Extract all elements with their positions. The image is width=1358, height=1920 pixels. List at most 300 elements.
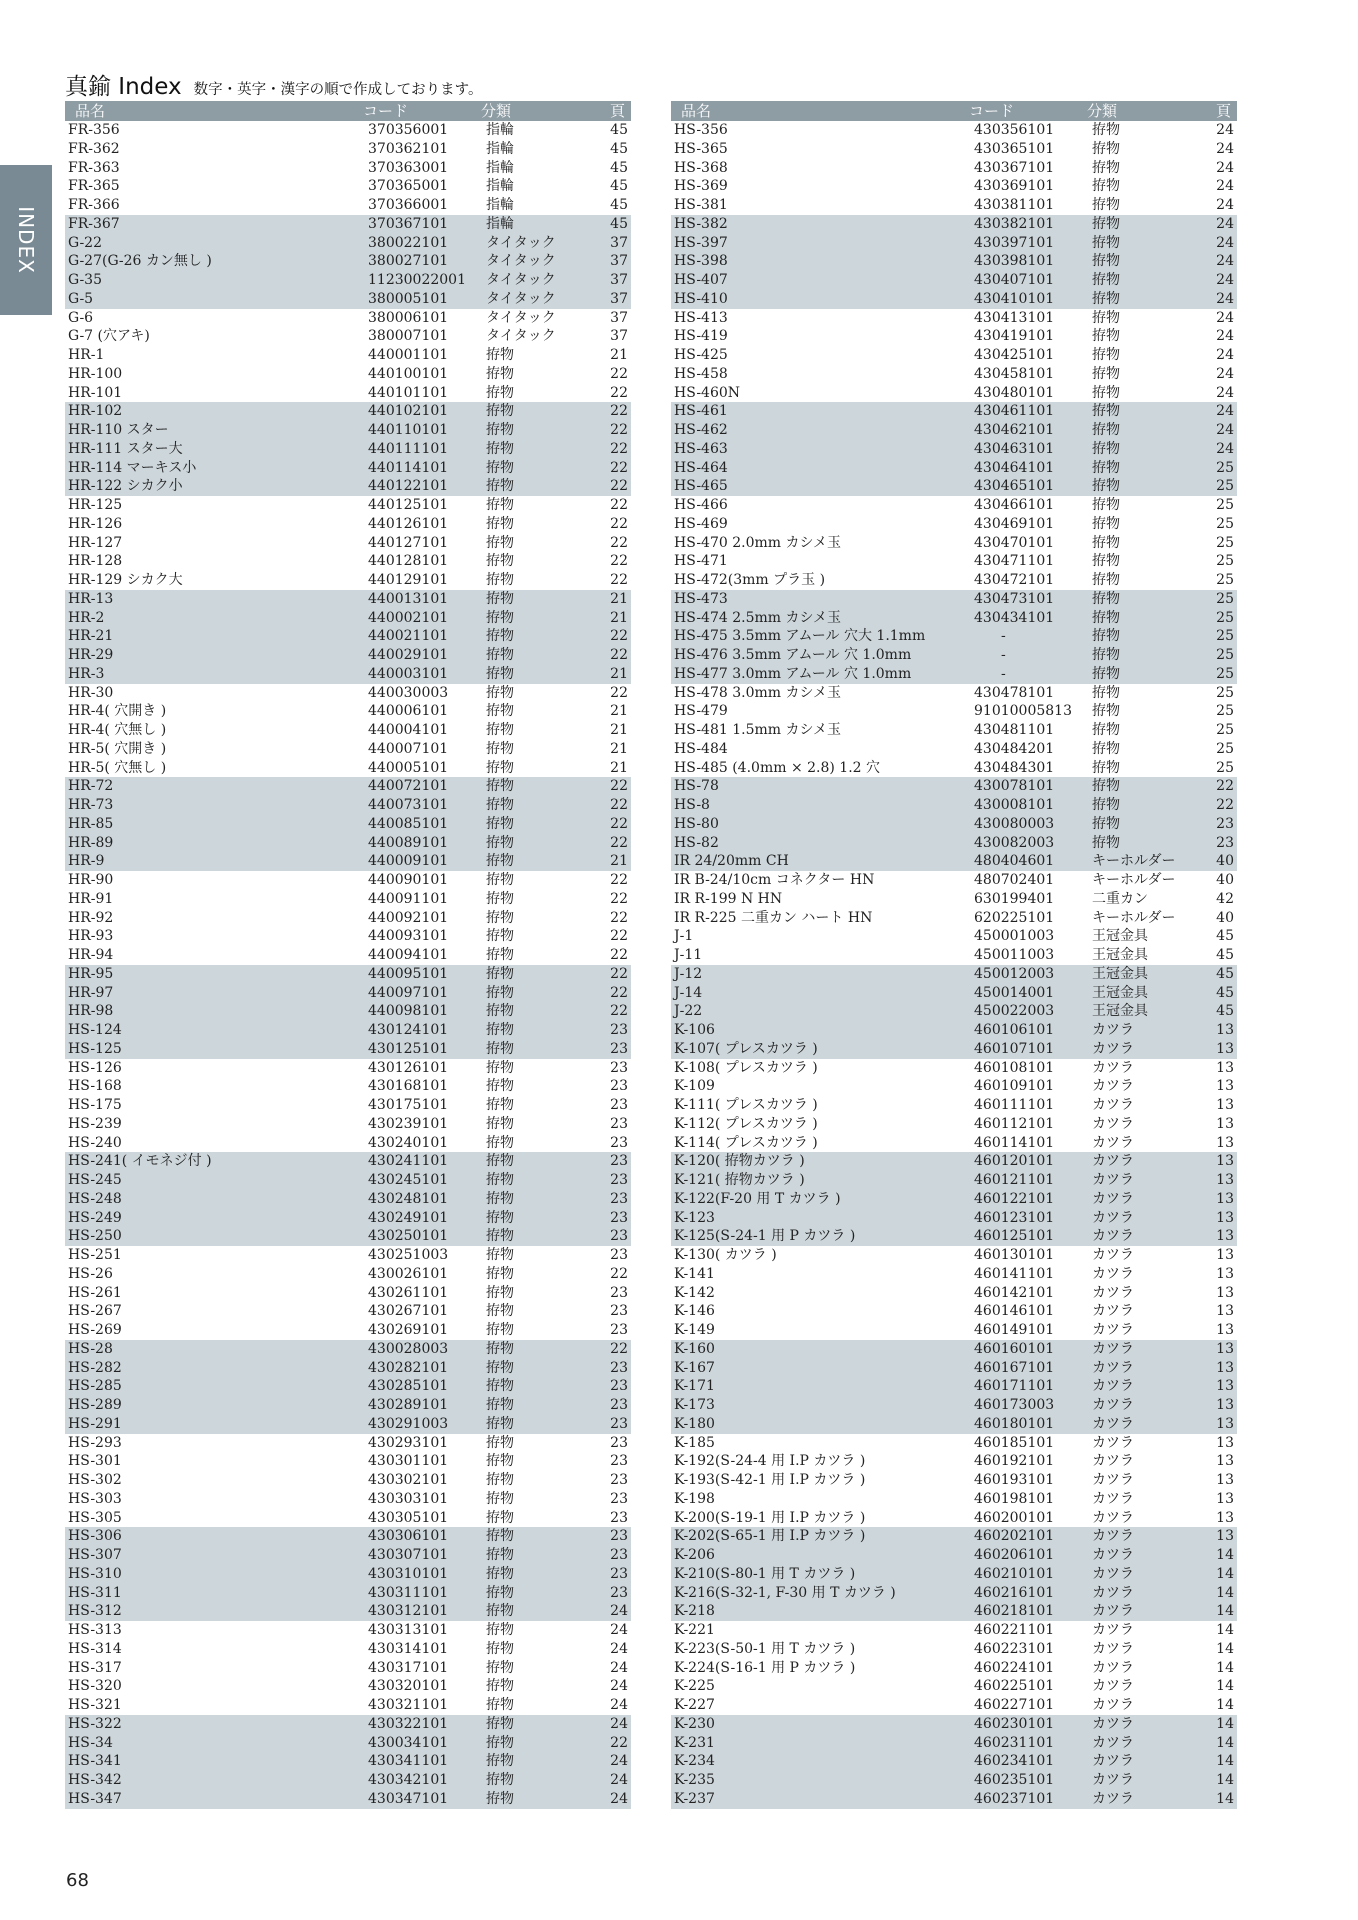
table-row (65, 1471, 631, 1490)
table-row (65, 702, 631, 721)
item-code: 430462101 (974, 422, 1055, 438)
item-name: HR-4( 穴開き ) (68, 703, 167, 720)
item-code: 430473101 (974, 590, 1055, 607)
item-name: FR-365 (68, 178, 120, 195)
item-code: 440085101 (368, 815, 449, 832)
item-name: K-171 (674, 1378, 715, 1395)
table-row (671, 1340, 1237, 1359)
item-category: 拵物 (1092, 778, 1120, 795)
item-page: 24 (610, 1603, 628, 1620)
item-category: 拵物 (486, 665, 514, 682)
item-name: HS-458 (674, 365, 728, 382)
item-page: 24 (1216, 122, 1234, 138)
item-code: 430303101 (368, 1490, 449, 1507)
item-code: 430293101 (368, 1434, 449, 1451)
item-name: K-112( プレスカツラ ) (674, 1115, 818, 1132)
item-code: 440094101 (368, 947, 449, 963)
item-name: K-225 (674, 1678, 715, 1695)
item-name: HS-397 (674, 234, 728, 251)
item-category: 拵物 (486, 928, 514, 945)
table-row (671, 834, 1237, 853)
item-code: 460230101 (974, 1715, 1055, 1732)
item-name: HR-114 マーキス小 (68, 459, 197, 476)
item-page: 22 (610, 1265, 628, 1282)
table-row (65, 796, 631, 815)
item-page: 22 (1216, 778, 1234, 795)
table-row (671, 1715, 1237, 1734)
item-category: 拵物 (486, 1040, 514, 1057)
item-code: 380005101 (368, 290, 449, 307)
item-name: HR-111 スター大 (68, 440, 183, 457)
item-code: 460198101 (974, 1490, 1055, 1507)
table-row (671, 1152, 1237, 1171)
item-name: HR-5( 穴無し ) (68, 759, 167, 776)
table-row (65, 1640, 631, 1659)
item-name: HR-93 (68, 928, 114, 945)
table-row (65, 946, 631, 965)
item-page: 22 (610, 947, 628, 963)
item-page: 13 (1216, 1115, 1234, 1132)
item-code: 430367101 (974, 159, 1055, 176)
item-name: HR-21 (68, 628, 114, 645)
item-page: 45 (1216, 947, 1234, 963)
header-category: 分類 (481, 102, 512, 120)
item-category: 拵物 (1092, 572, 1120, 588)
header-code: コード (969, 102, 1015, 120)
table-row (65, 327, 631, 346)
item-code: 440100101 (368, 365, 449, 382)
item-name: K-218 (674, 1603, 715, 1620)
table-row (671, 1321, 1237, 1340)
item-code: 440126101 (368, 515, 449, 532)
item-category: 拵物 (1092, 478, 1120, 495)
table-row (65, 1359, 631, 1378)
item-page: 37 (610, 309, 628, 326)
table-row (65, 1040, 631, 1059)
item-category: カツラ (1092, 1753, 1134, 1770)
item-category: 拵物 (486, 1622, 514, 1638)
item-code: - (1001, 665, 1006, 682)
item-category: 拵物 (1092, 684, 1120, 701)
item-category: カツラ (1092, 1453, 1134, 1470)
item-category: 拵物 (1092, 759, 1120, 776)
item-category: 拵物 (486, 1790, 514, 1807)
item-name: HS-124 (68, 1022, 122, 1038)
item-page: 25 (1216, 628, 1234, 645)
item-page: 24 (1216, 384, 1234, 401)
item-page: 22 (610, 778, 628, 795)
item-code: 440110101 (368, 422, 449, 438)
table-row (671, 1696, 1237, 1715)
item-category: 拵物 (486, 1772, 514, 1788)
item-category: 王冠金具 (1092, 947, 1148, 963)
item-category: 拵物 (486, 1453, 514, 1470)
table-row (671, 1734, 1237, 1753)
item-page: 22 (610, 515, 628, 532)
item-category: 拵物 (486, 1415, 514, 1432)
table-row (65, 1584, 631, 1603)
item-name: HS-464 (674, 459, 728, 476)
item-name: HS-245 (68, 1172, 122, 1188)
item-name: HS-168 (68, 1078, 122, 1095)
item-category: 拵物 (486, 1378, 514, 1395)
item-name: HS-248 (68, 1190, 122, 1207)
item-name: HS-303 (68, 1490, 122, 1507)
item-name: HS-322 (68, 1715, 122, 1732)
table-row (671, 1471, 1237, 1490)
item-category: 拵物 (486, 590, 514, 607)
item-category: カツラ (1092, 1415, 1134, 1432)
item-code: 440091101 (368, 890, 449, 907)
item-code: 370365001 (368, 178, 449, 195)
item-category: 拵物 (486, 1022, 514, 1038)
item-code: 380027101 (368, 253, 449, 270)
item-name: HS-382 (674, 215, 728, 232)
table-row (671, 1452, 1237, 1471)
item-category: 拵物 (486, 1172, 514, 1188)
item-code: 430241101 (368, 1153, 449, 1170)
item-name: HS-26 (68, 1265, 113, 1282)
item-page: 23 (610, 1247, 628, 1263)
item-category: 拵物 (486, 890, 514, 907)
table-row (671, 196, 1237, 215)
table-row (671, 1584, 1237, 1603)
item-name: HR-85 (68, 815, 114, 832)
table-row (65, 140, 631, 159)
table-row (671, 740, 1237, 759)
item-name: K-130( カツラ ) (674, 1247, 777, 1263)
item-name: FR-362 (68, 140, 120, 157)
item-category: カツラ (1092, 1115, 1134, 1132)
index-side-tab (0, 165, 52, 315)
item-page: 23 (610, 1228, 628, 1245)
item-category: 拵物 (486, 1715, 514, 1732)
item-name: K-123 (674, 1209, 715, 1226)
table-row (65, 1321, 631, 1340)
item-code: - (1001, 628, 1006, 645)
item-name: HS-261 (68, 1284, 122, 1301)
table-row (65, 1659, 631, 1678)
item-name: HS-125 (68, 1040, 122, 1057)
item-category: 拵物 (486, 1265, 514, 1282)
table-row (65, 402, 631, 421)
item-page: 24 (1216, 253, 1234, 270)
item-category: カツラ (1092, 1247, 1134, 1263)
item-code: 370366001 (368, 197, 449, 213)
table-row (671, 590, 1237, 609)
item-name: K-149 (674, 1322, 715, 1338)
item-category: 拵物 (1092, 553, 1120, 570)
table-row (671, 477, 1237, 496)
item-page: 23 (610, 1397, 628, 1413)
table-row (671, 777, 1237, 796)
item-code: 430478101 (974, 684, 1055, 701)
item-category: 拵物 (1092, 703, 1120, 720)
table-row (671, 365, 1237, 384)
item-page: 22 (610, 478, 628, 495)
item-name: HS-484 (674, 740, 728, 757)
table-row (65, 1340, 631, 1359)
item-code: 440092101 (368, 909, 449, 926)
item-page: 21 (610, 759, 628, 776)
table-row (65, 346, 631, 365)
item-category: カツラ (1092, 1303, 1134, 1320)
item-code: 450022003 (974, 1003, 1055, 1020)
item-page: 14 (1216, 1678, 1234, 1695)
table-row (65, 1621, 631, 1640)
item-page: 45 (610, 122, 628, 138)
item-name: HS-78 (674, 778, 719, 795)
item-page: 22 (610, 890, 628, 907)
item-code: 430240101 (368, 1134, 449, 1151)
item-page: 37 (610, 290, 628, 307)
item-code: 430484301 (974, 759, 1055, 776)
item-category: 拵物 (1092, 140, 1120, 157)
item-page: 24 (610, 1753, 628, 1770)
item-page: 24 (1216, 234, 1234, 251)
item-code: 460221101 (974, 1622, 1055, 1638)
item-category: 拵物 (1092, 365, 1120, 382)
table-row (671, 252, 1237, 271)
item-category: カツラ (1092, 1040, 1134, 1057)
item-name: HS-466 (674, 497, 728, 513)
item-page: 22 (610, 834, 628, 851)
item-name: HS-313 (68, 1622, 122, 1638)
item-name: K-200(S-19-1 用 I.P カツラ ) (674, 1509, 866, 1526)
item-category: 王冠金具 (1092, 928, 1148, 945)
item-code: 430356101 (974, 122, 1055, 138)
table-row (65, 1490, 631, 1509)
item-name: HS-321 (68, 1697, 122, 1713)
item-page: 24 (610, 1640, 628, 1657)
item-page: 45 (610, 159, 628, 176)
item-category: 拵物 (486, 1472, 514, 1488)
item-code: 430461101 (974, 403, 1055, 420)
table-row (671, 984, 1237, 1003)
item-page: 24 (1216, 290, 1234, 307)
item-name: HS-347 (68, 1790, 122, 1807)
item-page: 14 (1216, 1753, 1234, 1770)
table-row (65, 496, 631, 515)
item-category: カツラ (1092, 1378, 1134, 1395)
table-row (671, 890, 1237, 909)
item-page: 22 (610, 647, 628, 663)
item-code: 430322101 (368, 1715, 449, 1732)
index-side-tab-label: INDEX (14, 206, 38, 274)
table-row (671, 1059, 1237, 1078)
item-page: 45 (1216, 1003, 1234, 1020)
table-row (671, 1077, 1237, 1096)
item-category: 拵物 (1092, 834, 1120, 851)
item-name: HS-28 (68, 1340, 113, 1357)
table-row (671, 309, 1237, 328)
table-row (65, 215, 631, 234)
item-code: 430313101 (368, 1622, 449, 1638)
item-page: 23 (610, 1115, 628, 1132)
item-code: 460200101 (974, 1509, 1055, 1526)
item-code: 460231101 (974, 1734, 1055, 1751)
item-category: カツラ (1092, 1078, 1134, 1095)
item-code: 430026101 (368, 1265, 449, 1282)
table-row (65, 459, 631, 478)
table-row (671, 965, 1237, 984)
table-row (65, 290, 631, 309)
item-page: 45 (610, 140, 628, 157)
item-code: 430307101 (368, 1547, 449, 1563)
table-row (671, 909, 1237, 928)
item-category: 二重カン (1092, 890, 1148, 907)
table-row (671, 1434, 1237, 1453)
item-code: 460123101 (974, 1209, 1055, 1226)
item-code: 430124101 (368, 1022, 449, 1038)
table-row (65, 159, 631, 178)
item-category: カツラ (1092, 1659, 1134, 1676)
item-category: 拵物 (486, 647, 514, 663)
item-category: カツラ (1092, 1022, 1134, 1038)
table-row (65, 1734, 631, 1753)
item-code: 430175101 (368, 1097, 449, 1113)
item-page: 13 (1216, 1472, 1234, 1488)
item-category: 拵物 (1092, 328, 1120, 345)
item-name: J-12 (674, 965, 703, 982)
item-page: 22 (610, 553, 628, 570)
item-name: HS-282 (68, 1359, 122, 1376)
table-body-right (671, 121, 1237, 1809)
item-code: 430419101 (974, 328, 1055, 345)
item-code: 440029101 (368, 647, 449, 663)
item-name: HS-240 (68, 1134, 122, 1151)
item-category: カツラ (1092, 1059, 1134, 1076)
item-name: HR-5( 穴開き ) (68, 740, 167, 757)
item-name: K-206 (674, 1547, 715, 1563)
table-row (671, 759, 1237, 778)
item-code: 440089101 (368, 834, 449, 851)
item-name: IR 24/20mm CH (674, 853, 789, 870)
table-row (671, 1265, 1237, 1284)
table-row (65, 984, 631, 1003)
item-code: 440114101 (368, 459, 449, 476)
item-page: 21 (610, 347, 628, 363)
item-code: 430398101 (974, 253, 1055, 270)
header-code: コード (363, 102, 409, 120)
item-category: 拵物 (486, 1509, 514, 1526)
item-category: 拵物 (486, 403, 514, 420)
table-row (671, 1209, 1237, 1228)
item-page: 25 (1216, 722, 1234, 738)
item-category: 拵物 (486, 384, 514, 401)
item-name: HS-82 (674, 834, 719, 851)
item-category: 拵物 (486, 459, 514, 476)
item-name: HS-341 (68, 1753, 122, 1770)
item-category: カツラ (1092, 1284, 1134, 1301)
item-category: 拵物 (1092, 515, 1120, 532)
item-category: カツラ (1092, 1678, 1134, 1695)
item-page: 14 (1216, 1790, 1234, 1807)
item-category: 拵物 (486, 1528, 514, 1545)
item-name: G-5 (68, 290, 94, 307)
item-category: 拵物 (486, 1490, 514, 1507)
item-page: 24 (610, 1715, 628, 1732)
item-name: HR-91 (68, 890, 114, 907)
item-code: 430082003 (974, 834, 1055, 851)
item-page: 24 (1216, 328, 1234, 345)
item-page: 13 (1216, 1228, 1234, 1245)
item-name: K-160 (674, 1340, 715, 1357)
item-name: HS-251 (68, 1247, 122, 1263)
item-code: 440127101 (368, 534, 449, 551)
item-category: タイタック (486, 290, 556, 307)
item-page: 37 (610, 272, 628, 288)
item-page: 21 (610, 722, 628, 738)
table-row (671, 1377, 1237, 1396)
table-row (671, 121, 1237, 140)
item-code: 620225101 (974, 909, 1055, 926)
item-name: FR-366 (68, 197, 120, 213)
item-name: HS-8 (674, 797, 710, 813)
table-row (671, 1134, 1237, 1153)
item-category: 拵物 (486, 515, 514, 532)
item-code: 440005101 (368, 759, 449, 776)
item-name: HR-127 (68, 534, 123, 551)
table-row (671, 927, 1237, 946)
table-row (65, 477, 631, 496)
item-page: 22 (610, 684, 628, 701)
item-code: 430347101 (368, 1790, 449, 1807)
item-category: 拵物 (486, 1584, 514, 1601)
item-code: 460171101 (974, 1378, 1055, 1395)
item-name: HS-342 (68, 1772, 122, 1788)
item-page: 13 (1216, 1153, 1234, 1170)
table-row (671, 515, 1237, 534)
item-category: カツラ (1092, 1734, 1134, 1751)
item-code: 460218101 (974, 1603, 1055, 1620)
item-page: 23 (610, 1565, 628, 1582)
item-page: 25 (1216, 515, 1234, 532)
item-page: 22 (610, 440, 628, 457)
table-row (65, 1134, 631, 1153)
item-page: 25 (1216, 497, 1234, 513)
item-name: K-141 (674, 1265, 715, 1282)
header-name: 品名 (75, 102, 106, 120)
item-page: 23 (610, 1097, 628, 1113)
item-code: 460142101 (974, 1284, 1055, 1301)
item-category: 拵物 (486, 1547, 514, 1563)
item-category: 拵物 (486, 478, 514, 495)
item-code: 460106101 (974, 1022, 1055, 1038)
item-name: J-22 (674, 1003, 703, 1020)
item-page: 22 (610, 909, 628, 926)
item-code: 440013101 (368, 590, 449, 607)
item-code: 11230022001 (368, 272, 466, 288)
item-category: 拵物 (486, 1228, 514, 1245)
item-code: 460114101 (974, 1134, 1055, 1151)
item-code: 430305101 (368, 1509, 449, 1526)
item-page: 23 (610, 1022, 628, 1038)
item-category: 拵物 (1092, 609, 1120, 626)
item-category: 拵物 (1092, 797, 1120, 813)
item-name: IR R-225 二重カン ハート HN (674, 909, 873, 926)
item-category: カツラ (1092, 1397, 1134, 1413)
item-code: 480404601 (974, 853, 1055, 870)
item-category: キーホルダー (1092, 909, 1176, 926)
item-name: HS-413 (674, 309, 728, 326)
item-name: K-185 (674, 1434, 715, 1451)
item-page: 13 (1216, 1490, 1234, 1507)
item-page: 23 (610, 1415, 628, 1432)
item-category: 拵物 (1092, 628, 1120, 645)
item-code: 450012003 (974, 965, 1055, 982)
table-row (65, 740, 631, 759)
